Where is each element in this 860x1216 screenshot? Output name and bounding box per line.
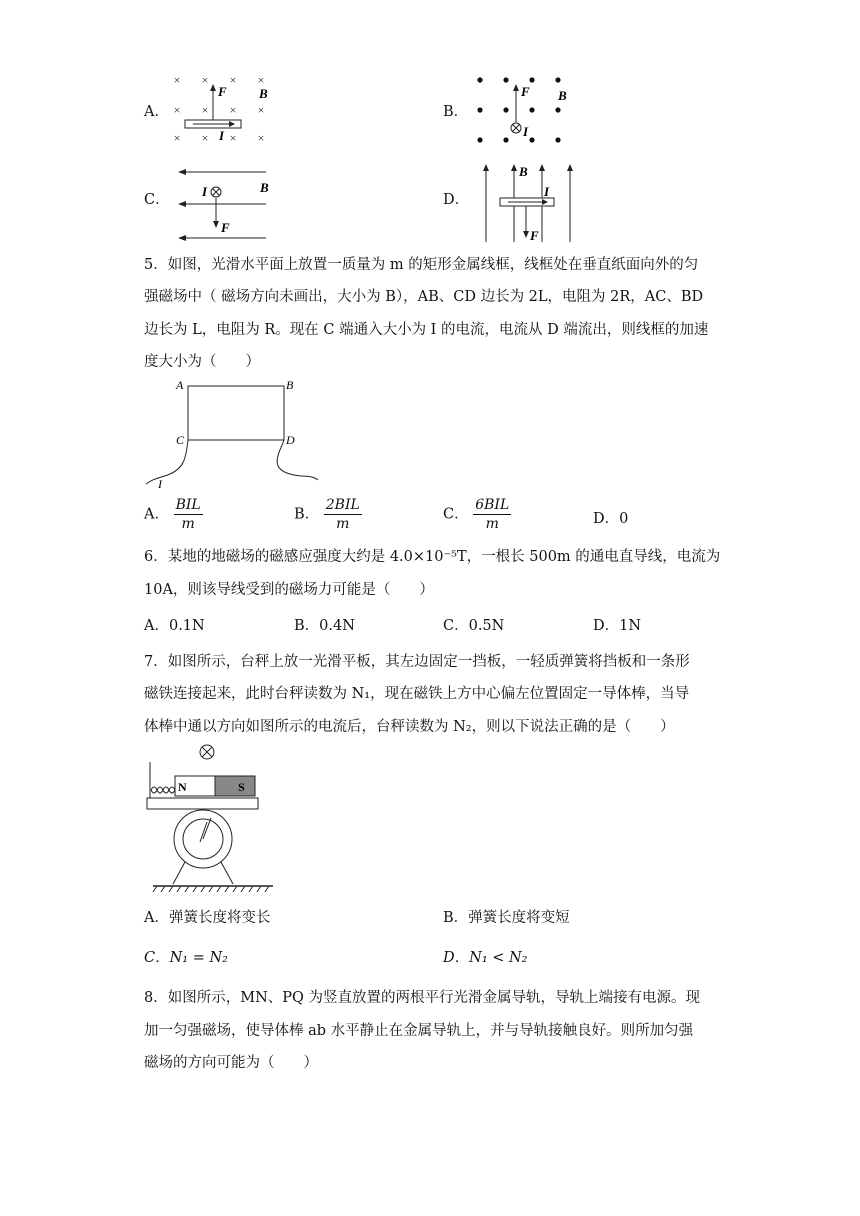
q5-figure-frame [140,378,330,490]
q4d-field-label: B [519,164,528,179]
q8-line-3: 磁场的方向可能为（ ） [144,1055,318,1071]
q5-option-c[interactable]: C． $\frac{\text{6BIL}}{m}$ [443,497,510,532]
q4a-current-label: I [219,128,225,143]
svg-text:×: × [229,103,237,117]
q4c-current-label: I [202,184,208,199]
q6-line-2: 10A，则该导线受到的磁场力可能是（ ） [144,582,434,598]
svg-text:×: × [257,131,265,145]
q5-corner-c: C [176,433,185,447]
q6-line-1: 6．某地的地磁场的磁感应强度大约是 4.0×10⁻⁵T，一根长 500m 的通电直导线，电流为 [144,549,721,565]
q4-figure-b [470,70,580,150]
svg-text:×: × [173,131,181,145]
q7-option-d[interactable]: D．N₁ < N₂ [443,950,528,966]
q4b-current-label: I [523,124,529,139]
svg-text:×: × [257,103,265,117]
q5-line-4: 度大小为（ ） [144,354,260,370]
q7-line-2: 磁铁连接起来，此时台秤读数为 N₁，现在磁铁上方中心偏左位置固定一导体棒，当导 [144,686,690,702]
q4b-force-label: F [521,84,530,99]
q5-current-i: I [158,477,162,490]
q5-option-d[interactable]: D．0 [593,511,629,527]
q5-line-2: 强磁场中（ 磁场方向未画出，大小为 B），AB、CD 边长为 2L，电阻为 2R，AC、BD [144,289,704,305]
q7-line-3: 体棒中通以方向如图所示的电流后，台秤读数为 N₂，则以下说法正确的是（ ） [144,719,675,735]
svg-text:×: × [201,73,209,87]
q7-option-c[interactable]: C．N₁ = N₂ [144,950,228,966]
q4-figure-d [478,158,588,246]
svg-text:×: × [229,131,237,145]
q5-option-a[interactable]: A． $\frac{\text{BIL}}{m}$ [144,497,201,532]
q7-south-pole: S [238,780,245,794]
q4-option-a-label: A． [144,104,169,120]
q8-line-1: 8．如图所示，MN、PQ 为竖直放置的两根平行光滑金属导轨，导轨上端接有电源。现 [144,990,701,1006]
q7-line-1: 7．如图所示，台秤上放一光滑平板，其左边固定一挡板，一轻质弹簧将挡板和一条形 [144,654,690,670]
q8-line-2: 加一匀强磁场，使导体棒 ab 水平静止在金属导轨上，并与导轨接触良好。则所加匀强 [144,1023,694,1039]
q6-option-d[interactable]: D．1N [593,618,642,634]
q7-figure-scale [145,738,285,894]
q5-option-b-fraction: $\frac{\text{2BIL}}{m}$ [325,497,360,532]
q7-option-a[interactable]: A．弹簧长度将变长 [144,910,271,926]
q4b-field-label: B [558,88,567,103]
q6-option-a[interactable]: A．0.1N [144,618,205,634]
q4-option-b-label: B． [443,104,469,120]
q4-figure-a [165,70,275,150]
q4d-force-label: F [530,228,539,243]
svg-text:×: × [257,73,265,87]
q5-line-1: 5．如图，光滑水平面上放置一质量为 m 的矩形金属线框，线框处在垂直纸面向外的匀 [144,257,699,273]
q4-option-c-label: C． [144,192,170,208]
q4a-field-label: B [259,86,268,101]
svg-text:×: × [201,131,209,145]
svg-text:×: × [173,103,181,117]
q5-line-3: 边长为 L，电阻为 R。现在 C 端通入大小为 I 的电流，电流从 D 端流出，则线框的加速 [144,322,709,338]
q4-option-d-label: D． [443,192,470,208]
svg-text:×: × [201,103,209,117]
q6-option-b[interactable]: B．0.4N [294,618,355,634]
svg-text:×: × [173,73,181,87]
q5-corner-a: A [176,378,184,392]
q4c-force-label: F [221,220,230,235]
q4d-current-label: I [544,184,550,199]
q6-option-c[interactable]: C．0.5N [443,618,505,634]
q4a-force-label: F [218,84,227,99]
q5-option-c-fraction: $\frac{\text{6BIL}}{m}$ [475,497,510,532]
q4-figure-c [172,162,282,246]
q5-option-b[interactable]: B． $\frac{\text{2BIL}}{m}$ [294,497,360,532]
svg-text:×: × [229,73,237,87]
q4c-field-label: B [260,180,269,195]
q7-option-b[interactable]: B．弹簧长度将变短 [443,910,570,926]
q5-corner-d: D [286,433,295,447]
q5-option-a-fraction: $\frac{\text{BIL}}{m}$ [175,497,201,532]
q7-north-pole: N [178,780,187,794]
q5-corner-b: B [286,378,294,392]
